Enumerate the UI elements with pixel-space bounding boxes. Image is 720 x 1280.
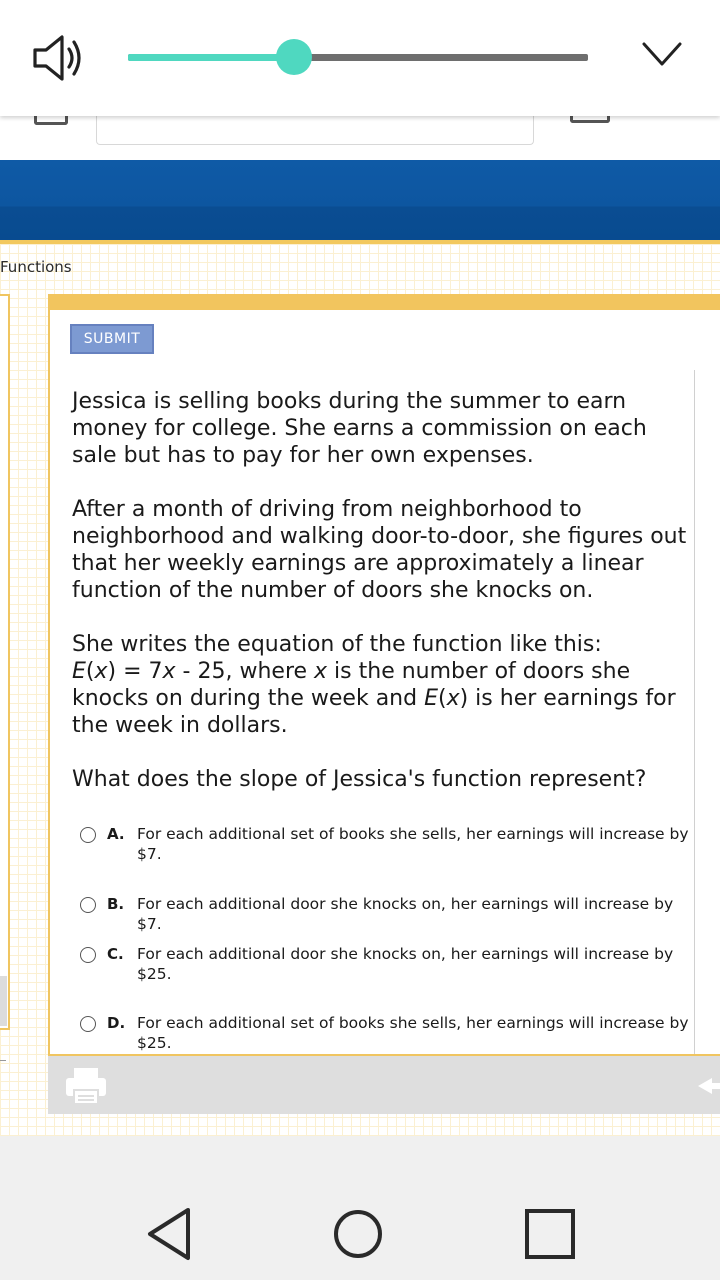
divider <box>0 1060 6 1061</box>
site-header <box>0 160 720 240</box>
choice-letter: A. <box>107 825 125 843</box>
question-paragraph-3 <box>72 631 692 739</box>
radio-button[interactable] <box>80 1016 96 1032</box>
radio-button[interactable] <box>80 827 96 843</box>
chevron-down-icon[interactable] <box>638 36 686 76</box>
choice-text: For each additional door she knocks on, her earnings will increase by $7. <box>137 895 674 933</box>
system-nav-bar <box>0 1136 720 1280</box>
side-panel-tab[interactable] <box>0 976 7 1026</box>
choice-text: For each additional set of books she sells, her earnings will increase by $25. <box>137 1014 689 1052</box>
choice-letter: B. <box>107 895 125 913</box>
equation: E(x) = 7x - 25, where x is the number of doors she knocks on during the week and E(x) is her earnings for the week in dollars. <box>72 659 676 738</box>
question-paragraph-1: Jessica is selling books during the summer to earn money for college. She earns a commission on each sale but has to pay for her own expenses. <box>72 389 647 468</box>
nav-recents-icon[interactable] <box>520 1204 580 1264</box>
question-card <box>48 294 720 1114</box>
content-divider <box>694 370 695 1054</box>
side-panel <box>0 294 10 1030</box>
volume-slider[interactable] <box>128 54 588 61</box>
choice-letter: C. <box>107 945 124 963</box>
choice-letter: D. <box>107 1014 126 1032</box>
choice-text: For each additional door she knocks on, her earnings will increase by $25. <box>137 945 674 983</box>
printer-icon[interactable] <box>64 1064 108 1108</box>
card-header-bar <box>50 294 720 310</box>
bottom-toolbar <box>48 1054 720 1114</box>
question-paragraph-2: After a month of driving from neighborhood to neighborhood and walking door-to-door, she figures out that her weekly earnings are approximately a linear function of the number of doors she knocks on. <box>72 497 687 603</box>
breadcrumb[interactable] <box>0 258 72 276</box>
breadcrumb-label: Functions <box>0 258 72 276</box>
radio-button[interactable] <box>80 897 96 913</box>
question-text <box>72 388 692 820</box>
equation-intro: She writes the equation of the function like this: <box>72 632 602 657</box>
nav-home-icon[interactable] <box>328 1204 388 1264</box>
volume-slider-fill <box>128 54 294 61</box>
speaker-icon[interactable] <box>32 34 84 82</box>
volume-slider-thumb[interactable] <box>276 39 312 75</box>
address-bar[interactable] <box>96 116 534 145</box>
radio-button[interactable] <box>80 947 96 963</box>
volume-panel <box>0 0 720 116</box>
back-arrow-icon[interactable] <box>696 1076 720 1096</box>
question-prompt: What does the slope of Jessica's function represent? <box>72 767 647 792</box>
choice-text: For each additional set of books she sells, her earnings will increase by $7. <box>137 825 689 863</box>
submit-button[interactable]: SUBMIT <box>70 324 154 354</box>
nav-back-icon[interactable] <box>140 1204 200 1264</box>
